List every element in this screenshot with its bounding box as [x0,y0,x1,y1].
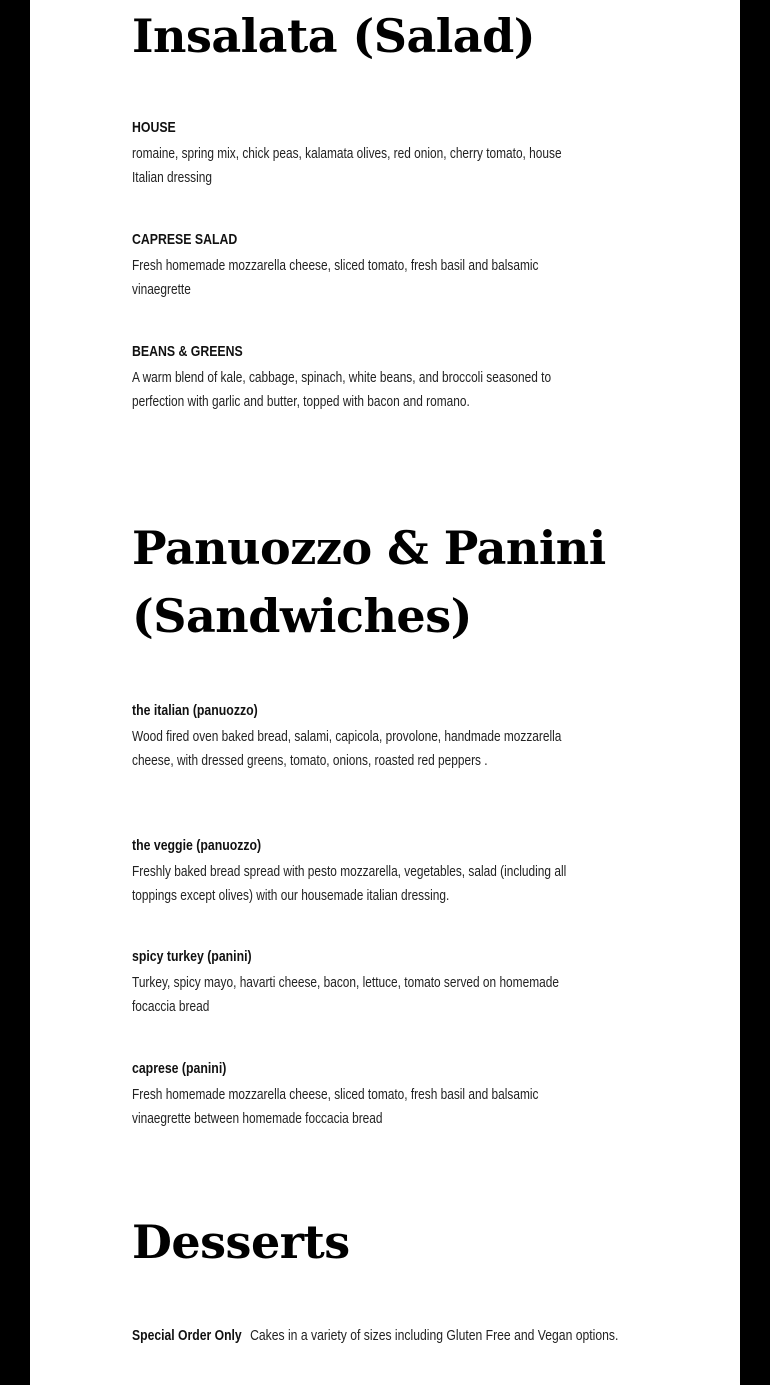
menu-item-name: the veggie (panuozzo) [132,837,262,854]
menu-item-beans-greens [132,342,602,414]
menu-item-name: spicy turkey (panini) [132,948,252,965]
menu-item-caprese-panini [132,1059,602,1131]
menu-item-description: Wood fired oven baked bread, salami, capicola, provolone, handmade mozzarella cheese, with dressed greens, tomato, onions, roasted red peppers . [132,729,562,769]
menu-item-name: the italian (panuozzo) [132,702,258,719]
menu-item-description: romaine, spring mix, chick peas, kalamata olives, red onion, cherry tomato, house Italian dressing [132,146,562,186]
menu-item-description: Fresh homemade mozzarella cheese, sliced tomato, fresh basil and balsamic vinaegrette [132,258,539,298]
menu-item-name: HOUSE [132,119,176,136]
dessert-label: Special Order Only [132,1328,242,1344]
dessert-description: Cakes in a variety of sizes including Gluten Free and Vegan options. [250,1328,619,1344]
menu-item-caprese-salad [132,230,602,302]
section-title-sandwiches: Panuozzo & Panini (Sandwiches) [132,521,606,643]
menu-item-name: CAPRESE SALAD [132,231,238,248]
menu-item-description: Turkey, spicy mayo, havarti cheese, bacon, lettuce, tomato served on homemade focaccia bread [132,975,559,1015]
menu-item-description: A warm blend of kale, cabbage, spinach, white beans, and broccoli seasoned to perfection with garlic and butter, topped with bacon and romano. [132,370,552,410]
menu-item-italian-panuozzo [132,701,602,773]
menu-item-spicy-turkey-panini [132,947,602,1019]
menu-item-house [132,118,602,190]
menu-item-description: Freshly baked bread spread with pesto mozzarella, vegetables, salad (including all toppings except olives) with our housemade italian dressing. [132,864,567,904]
menu-item-veggie-panuozzo [132,836,602,908]
menu-item-name: BEANS & GREENS [132,343,243,360]
dessert-note [132,1316,732,1356]
menu-item-name: caprese (panini) [132,1060,227,1077]
section-title-salad: Insalata (Salad) [132,9,536,63]
menu-page [30,0,740,1385]
menu-item-description: Fresh homemade mozzarella cheese, sliced tomato, fresh basil and balsamic vinaegrette between homemade foccacia bread [132,1087,539,1127]
section-title-desserts: Desserts [132,1215,350,1269]
